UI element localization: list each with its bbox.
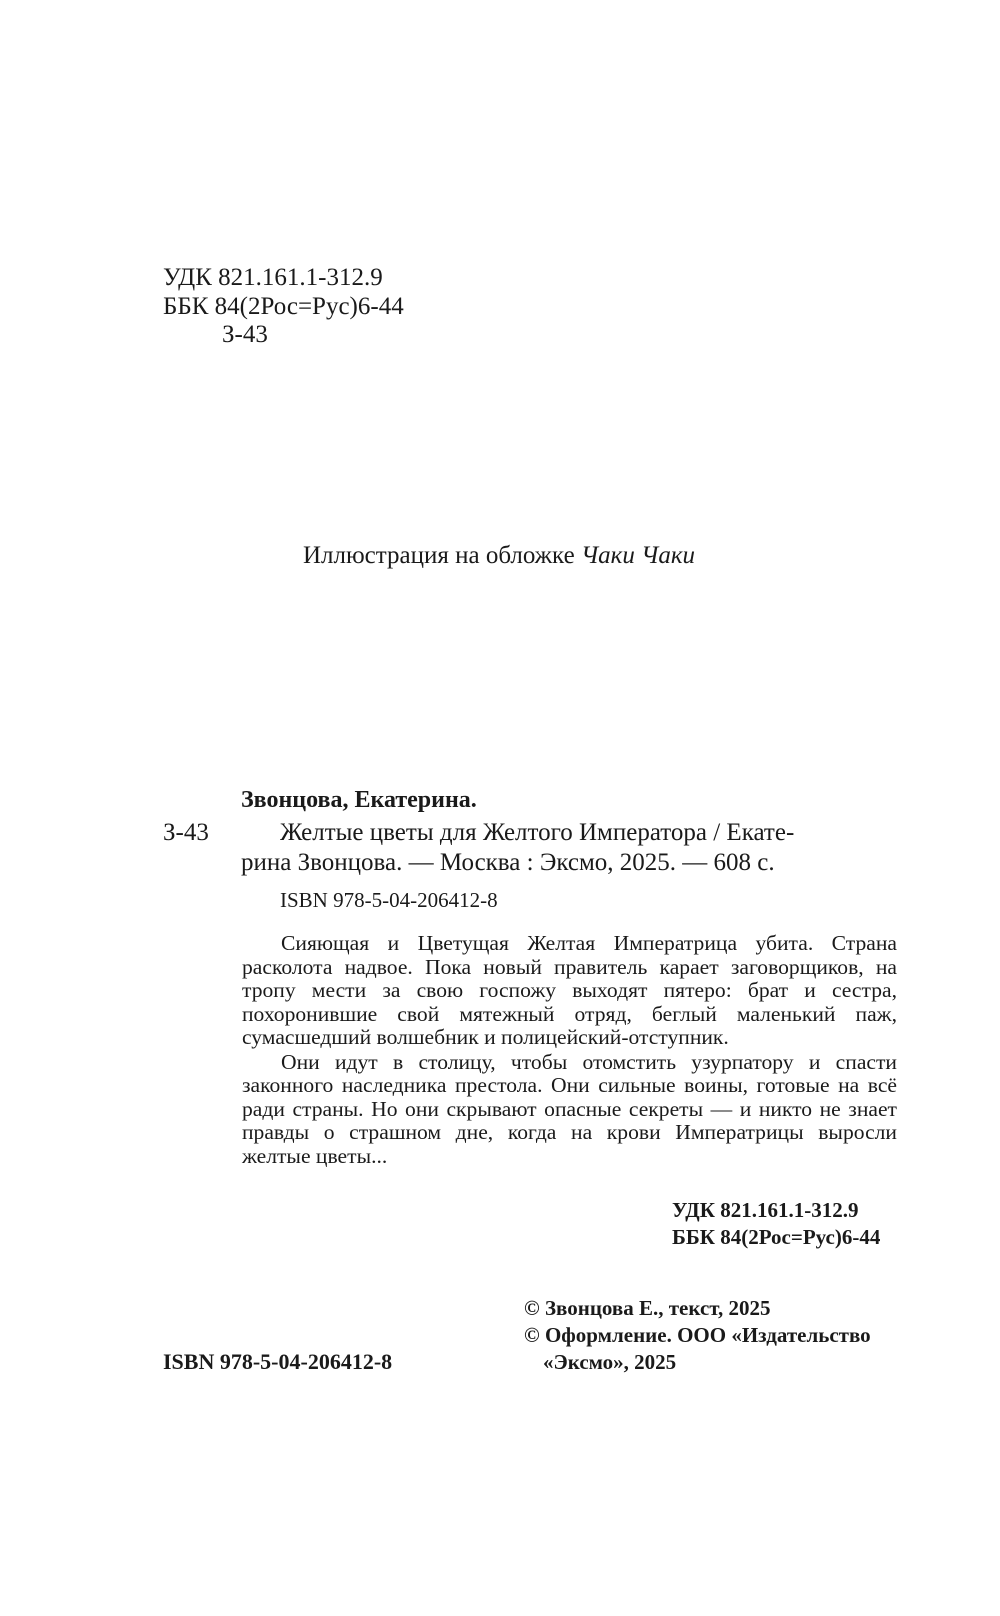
annotation: [242, 932, 897, 1168]
copyright-text: © Звонцова Е., текст, 2025: [524, 1296, 771, 1320]
illustration-prefix: Иллюстрация на обложке: [303, 542, 575, 569]
copyright-design: © Оформление. ООО «Издательство: [524, 1323, 871, 1347]
annotation-paragraph-2: Они идут в столицу, чтобы отомстить узурпатору и спасти законного наследника престола. Они сильные воины, готовые на всё ради страны. Но они скрывают опасные секреты — и никто не знает правды о страшном дне, когда на крови Императрицы выросли желтые цветы...: [242, 1049, 897, 1168]
bottom-udk-code: УДК 821.161.1-312.9: [672, 1198, 859, 1222]
entry-title-line-1: Желтые цветы для Желтого Императора / Екате-: [280, 819, 795, 846]
bbk-code: ББК 84(2Рос=Рус)6-44: [163, 293, 404, 320]
annotation-paragraph-1: Сияющая и Цветущая Желтая Императрица убита. Страна расколота надвое. Пока новый правитель карает заговорщиков, на тропу мести за свою госпожу выходят пятеро: брат и сестра, похоронившие свой мятежный отряд, беглый маленький паж, сумасшедший волшебник и полицейский-отступник.: [242, 931, 897, 1049]
copyright-design-cont: «Эксмо», 2025: [543, 1350, 677, 1374]
illustration-credit: [303, 541, 695, 571]
udk-code: УДК 821.161.1-312.9: [163, 264, 383, 291]
entry-author-mark: З-43: [163, 819, 209, 846]
bottom-bbk-code: ББК 84(2Рос=Рус)6-44: [672, 1225, 881, 1249]
entry-author: Звонцова, Екатерина.: [241, 787, 477, 813]
entry-isbn: ISBN 978-5-04-206412-8: [280, 888, 498, 912]
isbn-bottom: ISBN 978-5-04-206412-8: [163, 1349, 393, 1374]
author-mark: З-43: [222, 321, 268, 348]
entry-title-line-2: рина Звонцова. — Москва : Эксмо, 2025. — 608 с.: [241, 849, 775, 876]
illustration-artist: Чаки Чаки: [580, 542, 696, 569]
